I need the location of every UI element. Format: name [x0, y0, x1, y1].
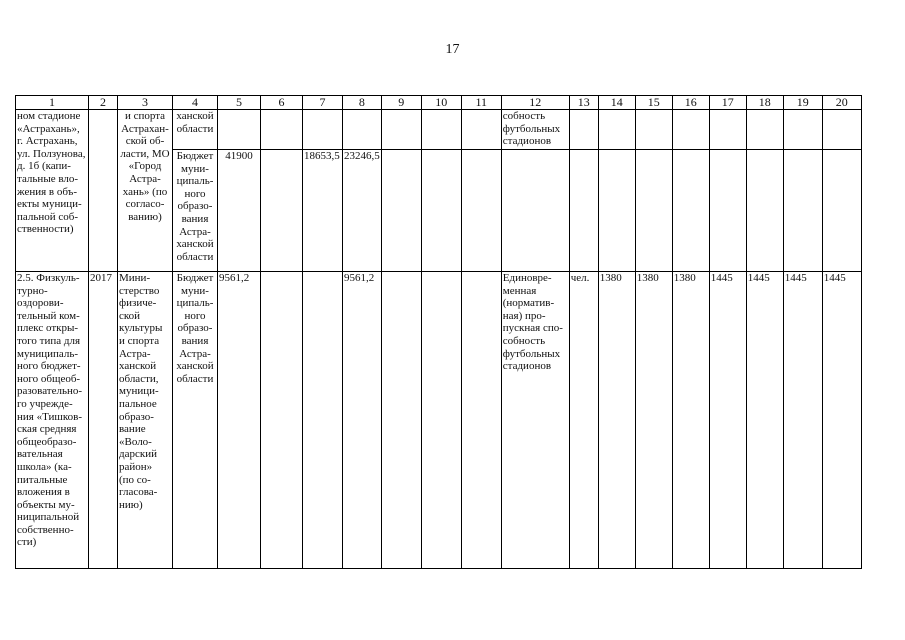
col-header-20: 20: [822, 96, 861, 110]
table-cell: [461, 110, 501, 150]
table-cell: [635, 110, 672, 150]
responsible-cell: Мини- стерство физиче- ской культуры и спорта Астра- ханской области, муници- пальное образо- вание «Воло- дарский район» (по со- гласова- нию): [118, 272, 173, 569]
table-cell: [261, 150, 303, 272]
table-cell: [381, 150, 421, 272]
table-cell: [303, 110, 343, 150]
total-amount-cell: 41900: [218, 150, 261, 272]
table-cell: [569, 110, 598, 150]
table-cell: [261, 272, 303, 569]
column-number-row: [16, 96, 862, 110]
indicator-cell: Единовре- менная (норматив- ная) про- пускная спо- собность футбольных стадионов: [501, 272, 569, 569]
funding-source-cell: ханской области: [173, 110, 218, 150]
unit-cell: чел.: [569, 272, 598, 569]
table-cell: [261, 110, 303, 150]
table-cell: [218, 110, 261, 150]
value-cell: 1445: [822, 272, 861, 569]
amount-cell: 23246,5: [343, 150, 382, 272]
col-header-15: 15: [635, 96, 672, 110]
funding-source-cell: Бюджет муни- ципаль- ного образо- вания Астра- ханской области: [173, 272, 218, 569]
value-cell: 1445: [783, 272, 822, 569]
value-cell: 1380: [598, 272, 635, 569]
table-row: [16, 110, 862, 150]
total-amount-cell: 9561,2: [218, 272, 261, 569]
object-name-cell: 2.5. Физкуль- турно- оздорови- тельный ком- плекс откры- того типа для муниципаль- ного бюджет- ного общеоб- разовательно- го учрежде- ния «Тишков- ская средняя общеобразо- вательная школа» (ка- питальные вложения в объекты му- ниципальной собственно- сти): [16, 272, 89, 569]
table-cell: [381, 272, 421, 569]
col-header-6: 6: [261, 96, 303, 110]
table-cell: [569, 150, 598, 272]
col-header-11: 11: [461, 96, 501, 110]
table-cell: [421, 110, 461, 150]
responsible-cell: и спорта Астрахан- ской об- ласти, МО «Город Астра- хань» (по согласо- ванию): [118, 110, 173, 272]
col-header-18: 18: [746, 96, 783, 110]
table-cell: [598, 150, 635, 272]
table-cell: [746, 150, 783, 272]
table-cell: [672, 110, 709, 150]
col-header-19: 19: [783, 96, 822, 110]
col-header-12: 12: [501, 96, 569, 110]
table-cell: [746, 110, 783, 150]
year-cell: 2017: [89, 272, 118, 569]
table-cell: [783, 150, 822, 272]
table-cell: [501, 150, 569, 272]
funding-source-cell: Бюджет муни- ципаль- ного образо- вания Астра- ханской области: [173, 150, 218, 272]
col-header-1: 1: [16, 96, 89, 110]
col-header-13: 13: [569, 96, 598, 110]
table-row: [16, 272, 862, 569]
table-cell: [381, 110, 421, 150]
table-cell: [635, 150, 672, 272]
table-cell: [672, 150, 709, 272]
col-header-5: 5: [218, 96, 261, 110]
object-name-cell: ном стадионе «Астрахань», г. Астрахань, ул. Ползунова, д. 1б (капи- тальные вло- жения в объ- екты муници- пальной соб- ственности): [16, 110, 89, 272]
col-header-4: 4: [173, 96, 218, 110]
table-cell: [343, 110, 382, 150]
col-header-10: 10: [421, 96, 461, 110]
value-cell: 1445: [746, 272, 783, 569]
year-cell: [89, 110, 118, 272]
value-cell: 1380: [635, 272, 672, 569]
table-cell: [421, 272, 461, 569]
col-header-9: 9: [381, 96, 421, 110]
col-header-17: 17: [709, 96, 746, 110]
value-cell: 1445: [709, 272, 746, 569]
col-header-14: 14: [598, 96, 635, 110]
table-cell: [461, 150, 501, 272]
table-cell: [709, 110, 746, 150]
value-cell: 1380: [672, 272, 709, 569]
table-cell: [709, 150, 746, 272]
col-header-2: 2: [89, 96, 118, 110]
amount-cell: 18653,5: [303, 150, 343, 272]
col-header-3: 3: [118, 96, 173, 110]
table-cell: [822, 150, 861, 272]
table-cell: [598, 110, 635, 150]
amount-cell: 9561,2: [343, 272, 382, 569]
indicator-cell: собность футбольных стадионов: [501, 110, 569, 150]
table-cell: [303, 272, 343, 569]
table-cell: [461, 272, 501, 569]
col-header-16: 16: [672, 96, 709, 110]
table-cell: [421, 150, 461, 272]
table-cell: [783, 110, 822, 150]
col-header-7: 7: [303, 96, 343, 110]
budget-table: [15, 95, 862, 569]
page-number: 17: [445, 42, 460, 57]
table-cell: [822, 110, 861, 150]
col-header-8: 8: [343, 96, 382, 110]
